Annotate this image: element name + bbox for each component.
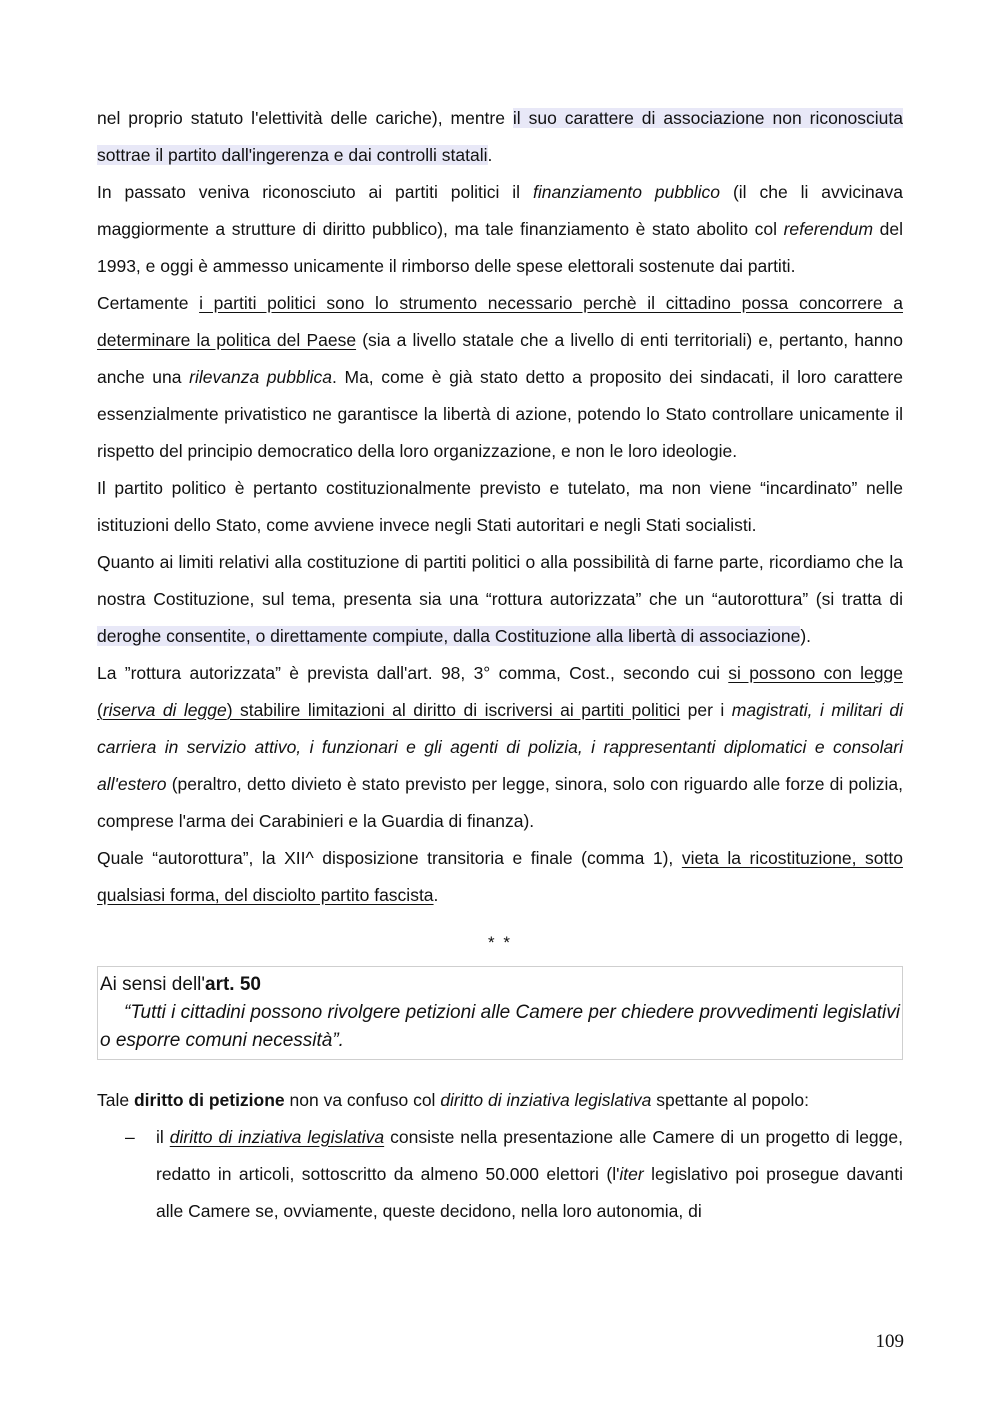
text: . <box>487 145 493 165</box>
article-quote-box <box>97 966 903 1060</box>
underlined-text: vieta la ricostituzione, sotto qualsiasi forma, del disciolto partito fascista <box>97 848 903 905</box>
section-separator: * * <box>488 933 512 952</box>
article-reference: art. 50 <box>205 974 261 995</box>
italic-text: rilevanza pubblica <box>189 367 332 387</box>
paragraph-8 <box>97 1082 903 1119</box>
box-heading <box>100 971 900 999</box>
text: (il che li avvicinava maggiormente a strutture di diritto pubblico), ma tale finanziamento è stato abolito col <box>97 182 903 239</box>
italic-text: iter <box>619 1164 644 1184</box>
paragraph-6 <box>97 655 903 840</box>
text: In passato veniva riconosciuto ai partiti politici il <box>97 182 533 202</box>
paragraph-7 <box>97 840 903 914</box>
text: per i <box>680 700 732 720</box>
italic-text: finanziamento pubblico <box>532 182 721 202</box>
text: non va confuso col <box>284 1090 441 1110</box>
text: legislativo poi prosegue davanti alle Camere se, ovviamente, queste decidono, nella loro autonomia, di <box>156 1164 903 1221</box>
underlined-text: ) stabilire limitazioni al diritto di iscriversi ai partiti politici <box>226 700 681 720</box>
text: . <box>433 885 439 905</box>
italic-text: referendum <box>783 219 874 239</box>
text: nel proprio statuto l'elettività delle cariche), mentre <box>97 108 513 128</box>
text: Tale <box>97 1090 134 1110</box>
text: . Ma, come è già stato detto a proposito dei sindacati, il loro carattere essenzialmente privatistico ne garantisce la libertà di azione, potendo lo Stato controllare unicamente il rispetto del principio democratico della loro organizzazione, e non le loro ideologie. <box>97 367 903 461</box>
underlined-italic-text: riserva di legge <box>102 700 227 720</box>
bullet-list <box>97 1119 903 1230</box>
paragraph-3 <box>97 285 903 470</box>
bold-text: diritto di petizione <box>133 1090 285 1110</box>
paragraph-4: Il partito politico è pertanto costituzionalmente previsto e tutelato, ma non viene “incardinato” nelle istituzioni dello Stato, come avviene invece negli Stati autoritari e negli Stati socialisti. <box>97 478 903 535</box>
dash-bullet: – <box>125 1127 135 1147</box>
text: (peraltro, detto divieto è stato previsto per legge, sinora, solo con riguardo alle forze di polizia, comprese l'arma dei Carabinieri e la Guardia di finanza). <box>97 774 903 831</box>
text: (sia a livello statale che a livello di enti territoriali) e, pertanto, hanno anche una <box>97 330 903 387</box>
text: Certamente <box>97 293 200 313</box>
highlighted-text: deroghe consentite, o direttamente compiute, dalla Costituzione alla libertà di associazione <box>97 626 801 646</box>
text: Ai sensi dell' <box>100 974 206 995</box>
text: Quale “autorottura”, la XII^ disposizione transitoria e finale (comma 1), <box>97 848 682 868</box>
text: consiste nella presentazione alle Camere di un progetto di legge, redatto in articoli, sottoscritto da almeno 50.000 elettori (l' <box>156 1127 903 1184</box>
paragraph-5 <box>97 544 903 655</box>
text: del 1993, e oggi è ammesso unicamente il rimborso delle spese elettorali sostenute dai partiti. <box>97 219 903 276</box>
underlined-text: i partiti politici sono lo strumento necessario perchè il cittadino possa concorrere a determinare la politica del Paese <box>97 293 903 350</box>
list-item <box>97 1119 903 1230</box>
article-quote: “Tutti i cittadini possono rivolgere petizioni alle Camere per chiedere provvedimenti legislativi o esporre comuni necessità”. <box>100 1002 900 1051</box>
paragraph-1 <box>97 100 903 174</box>
underlined-text: si possono con legge ( <box>97 663 903 720</box>
page-body <box>97 100 903 1230</box>
text: La ”rottura autorizzata” è prevista dall'art. 98, 3° comma, Cost., secondo cui <box>97 663 729 683</box>
page-number: 109 <box>875 1331 904 1352</box>
italic-text: diritto di inziativa legislativa <box>440 1090 652 1110</box>
underlined-italic-text: diritto di inziativa legislativa <box>169 1127 385 1147</box>
italic-text: magistrati, i militari di carriera in servizio attivo, i funzionari e gli agenti di polizia, i rappresentanti diplomatici e consolari all'estero <box>97 700 903 794</box>
text: spettante al popolo: <box>651 1090 810 1110</box>
paragraph-2 <box>97 174 903 285</box>
text: il <box>156 1127 170 1147</box>
text: ). <box>800 626 812 646</box>
text: Quanto ai limiti relativi alla costituzione di partiti politici o alla possibilità di farne parte, ricordiamo che la nostra Costituzione, sul tema, presenta sia una “rottura autorizzata” che un “autorottura” (si tratta di <box>97 552 903 609</box>
highlighted-text: il suo carattere di associazione non riconosciuta sottrae il partito dall'ingerenza e dai controlli statali <box>97 108 903 165</box>
